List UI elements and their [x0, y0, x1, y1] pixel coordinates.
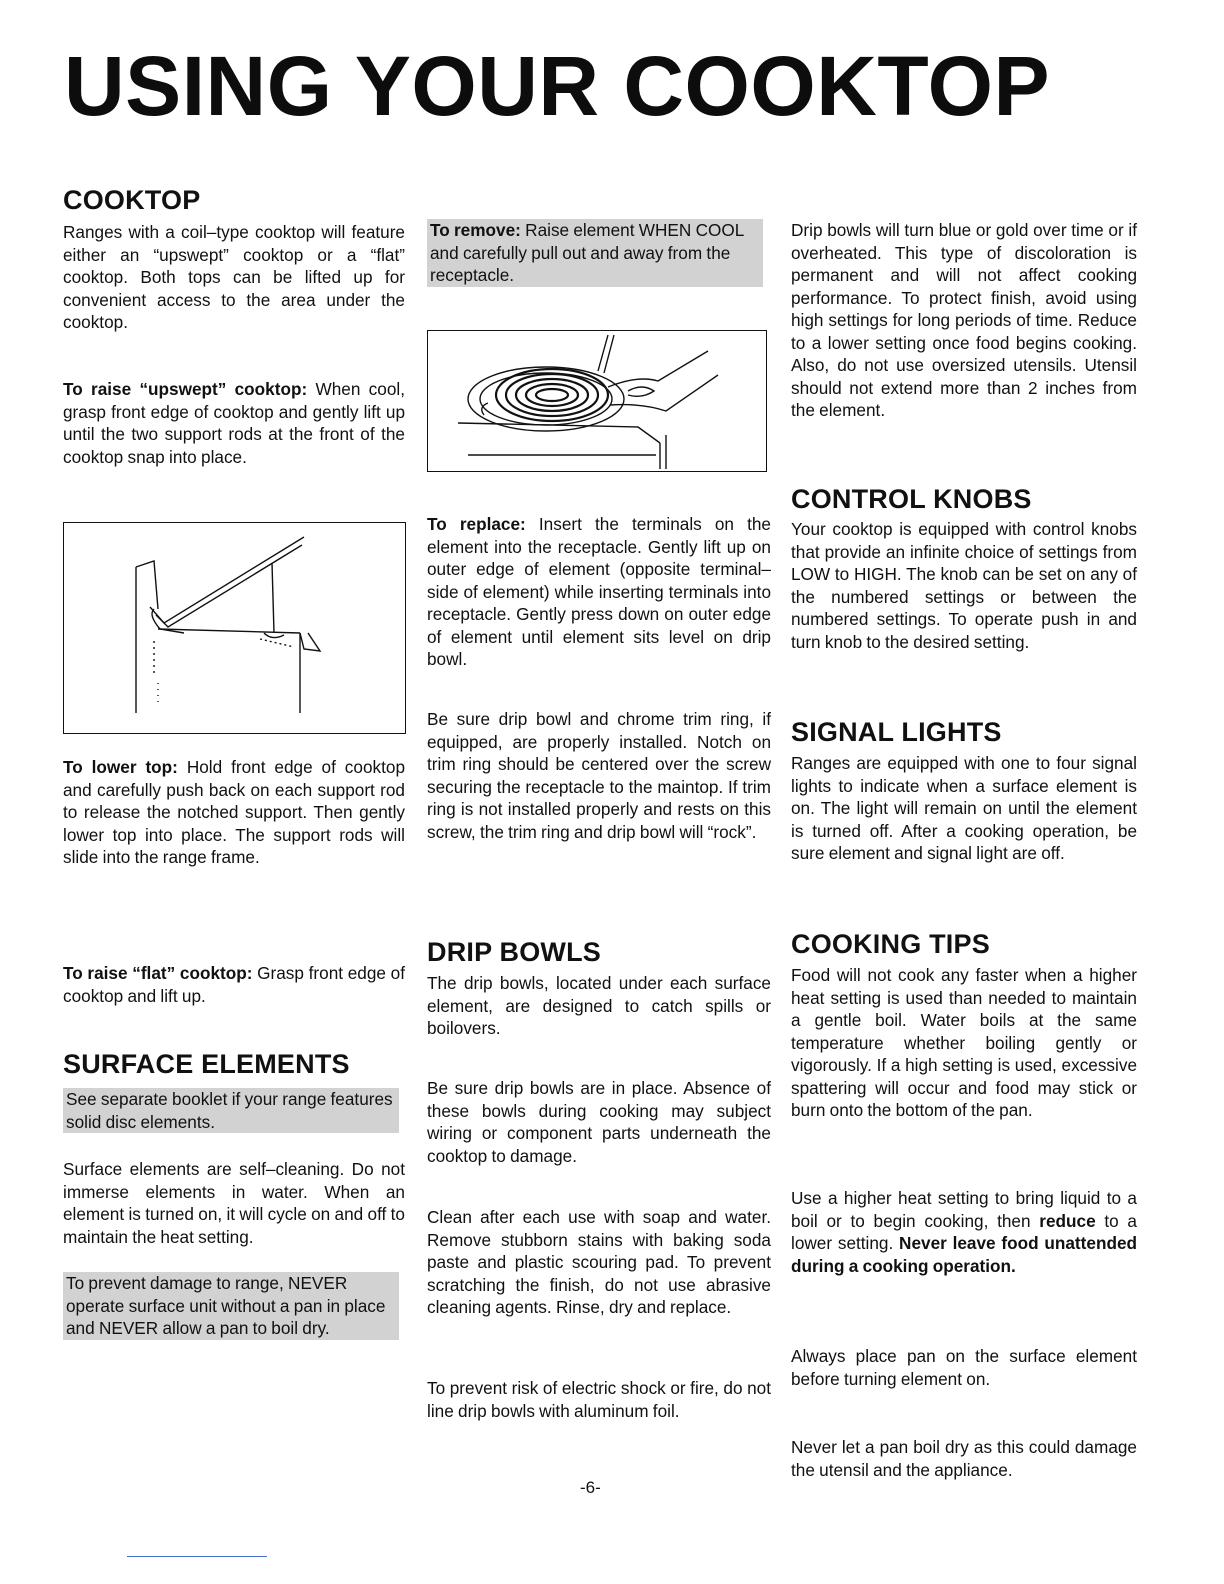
- replace-paragraph: [427, 513, 771, 671]
- signal-lights-text: Ranges are equipped with one to four signal lights to indicate when a surface element is on. The light will remain on until the element is turned off. After a cooking operation, be sure element and signal light are off.: [791, 753, 1137, 863]
- footer-rule: [127, 1556, 267, 1557]
- page-title: USING YOUR COOKTOP: [64, 39, 1051, 133]
- control-knobs-heading: CONTROL KNOBS: [791, 484, 1032, 514]
- raise-flat-paragraph: [63, 962, 405, 1007]
- element-removal-illustration: [427, 330, 767, 472]
- surface-elements-text: Surface elements are self–cleaning. Do not immerse elements in water. When an element is turned on, it will cycle on and off to maintain the heat setting.: [63, 1159, 405, 1247]
- cooktop-raised-diagram: [64, 523, 405, 733]
- cooking-tips-p3: Always place pan on the surface element before turning element on.: [791, 1346, 1137, 1389]
- lower-top-text: Hold front edge of cooktop and carefully push back on each support rod to release the notched support. Then gently lower top into place. The support rods will slide into the range frame.: [63, 757, 406, 867]
- remove-label: To remove:: [430, 220, 521, 240]
- cooking-tips-p2-reduce: reduce: [1039, 1210, 1096, 1231]
- raise-upswept-paragraph: [63, 378, 405, 468]
- replace-label: To replace:: [427, 514, 526, 534]
- cooking-tips-p2-warning: Never leave food unattended during a cooking operation.: [791, 1233, 1137, 1276]
- drip-bowl-discoloration: Drip bowls will turn blue or gold over time or if overheated. This type of discoloration is permanent and will not affect cooking performance. To protect finish, avoid using high settings for long periods of time. Reduce to a lower setting once food begins cooking. Also, do not use oversized utensils. Utensil should not extend more than 2 inches from the element.: [791, 220, 1137, 420]
- signal-lights-heading: SIGNAL LIGHTS: [791, 717, 1002, 747]
- raise-flat-label: To raise “flat” cooktop:: [63, 963, 253, 983]
- surface-elements-heading: SURFACE ELEMENTS: [63, 1049, 350, 1079]
- control-knobs-text: Your cooktop is equipped with control knobs that provide an infinite choice of settings from LOW to HIGH. The knob can be set on any of the numbered settings or between the numbered settings. To operate push in and turn knob to the desired setting.: [791, 519, 1137, 652]
- drip-bowls-p4: To prevent risk of electric shock or fire, do not line drip bowls with aluminum foil.: [427, 1378, 771, 1421]
- remove-text: Raise element WHEN COOL and carefully pull out and away from the receptacle.: [430, 220, 744, 285]
- remove-element-note: [427, 219, 763, 287]
- page-number: -6-: [580, 1478, 601, 1497]
- cooktop-intro: Ranges with a coil–type cooktop will feature either an “upswept” cooktop or a “flat” cooktop. Both tops can be lifted up for convenient access to the area under the cooktop.: [63, 222, 405, 332]
- replace-text: Insert the terminals on the element into the receptacle. Gently lift up on outer edge of element (opposite terminal–side of element) while inserting terminals into receptacle. Gently press down on outer edge of element until element sits level on drip bowl.: [427, 514, 771, 669]
- drip-bowls-p3: Clean after each use with soap and water. Remove stubborn stains with baking soda paste and plastic scouring pad. To prevent scratching the finish, do not use abrasive cleaning agents. Rinse, dry and replace.: [427, 1207, 771, 1317]
- trim-ring-paragraph: Be sure drip bowl and chrome trim ring, if equipped, are properly installed. Notch on trim ring should be centered over the screw securing the receptacle to the maintop. If trim ring is not installed properly and rests on this screw, the trim ring and drip bowl will “rock”.: [427, 709, 771, 842]
- cooking-tips-p2: [791, 1187, 1137, 1277]
- drip-bowls-heading: DRIP BOWLS: [427, 937, 602, 967]
- solid-disc-note: See separate booklet if your range features solid disc elements.: [63, 1088, 399, 1133]
- cooking-tips-p1: Food will not cook any faster when a higher heat setting is used than needed to maintain a gentle boil. Water boils at the same temperature whether boiling gently or vigorously. If a high setting is used, excessive spattering will occur and food may stick or burn onto the bottom of the pan.: [791, 965, 1137, 1120]
- cooking-tips-p4: Never let a pan boil dry as this could damage the utensil and the appliance.: [791, 1437, 1137, 1480]
- surface-elements-warning: To prevent damage to range, NEVER operate surface unit without a pan in place and NEVER allow a pan to boil dry.: [63, 1272, 399, 1340]
- cooking-tips-p2-start: Use a higher heat setting to bring liquid to a boil or to begin cooking, then: [791, 1188, 1137, 1231]
- raise-flat-text: Grasp front edge of cooktop and lift up.: [63, 963, 405, 1006]
- drip-bowls-p2: Be sure drip bowls are in place. Absence of these bowls during cooking may subject wiring or component parts underneath the cooktop to damage.: [427, 1078, 771, 1166]
- raise-upswept-text: When cool, grasp front edge of cooktop and gently lift up until the two support rods at the front of the cooktop snap into place.: [63, 379, 405, 467]
- raise-upswept-label: To raise “upswept” cooktop:: [63, 379, 308, 399]
- cooking-tips-heading: COOKING TIPS: [791, 929, 990, 959]
- drip-bowls-p1: The drip bowls, located under each surface element, are designed to catch spills or boilovers.: [427, 973, 771, 1038]
- lower-top-paragraph: [63, 756, 405, 869]
- upswept-cooktop-illustration: [63, 522, 406, 734]
- cooking-tips-p2-mid: to a lower setting.: [791, 1210, 1137, 1253]
- coil-element-diagram: [428, 331, 766, 471]
- lower-top-label: To lower top:: [63, 757, 178, 777]
- cooktop-heading: COOKTOP: [63, 185, 201, 215]
